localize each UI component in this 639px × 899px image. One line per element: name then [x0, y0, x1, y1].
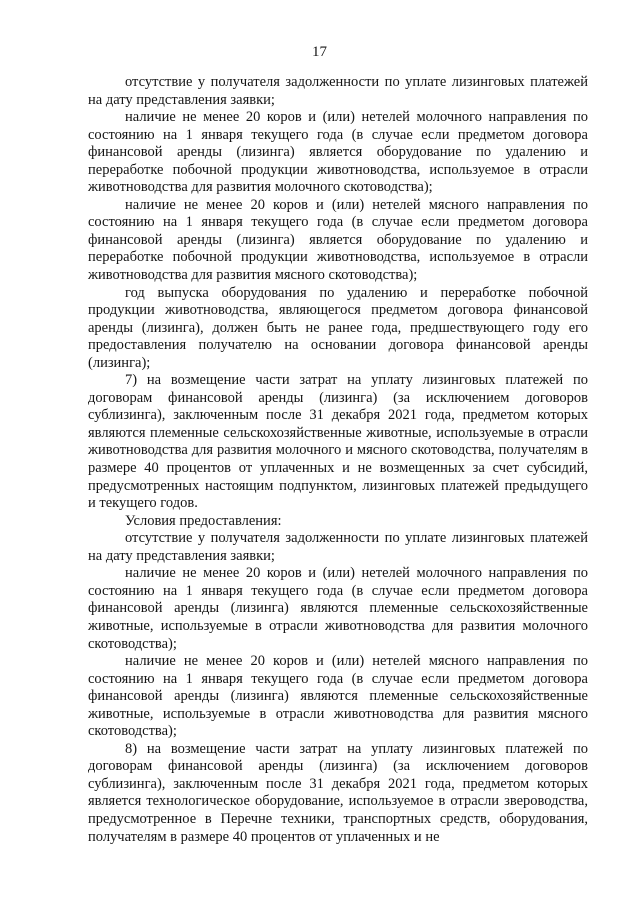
paragraph-dairy-cows-animals: наличие не менее 20 коров и (или) нетелей молочного направления по состоянию на 1 января текущего года (в случае если предметом договора финансовой аренды (лизинга) являются племенные сельскохозяйственные животные, используемые в отрасли животноводства для развития молочного скотоводства); — [88, 565, 588, 652]
paragraph-dairy-cows-equipment: наличие не менее 20 коров и (или) нетелей молочного направления по состоянию на 1 января текущего года (в случае если предметом договора финансовой аренды (лизинга) является оборудование по удалению и переработке побочной продукции животноводства, используемое в отрасли животноводства для развития молочного скотоводства); — [88, 109, 588, 196]
paragraph-item-7: 7) на возмещение части затрат на уплату лизинговых платежей по договорам финансовой аренды (лизинга) (за исключением договоров сублизинга), заключенным после 31 декабря 2021 года, предметом которых являются племенные сельскохозяйственные животные, используемые в отрасли животноводства для развития молочного и мясного скотоводства, получателям в размере 40 процентов от уплаченных и не возмещенных за счет субсидий, предусмотренных настоящим подпунктом, лизинговых платежей предыдущего и текущего годов. — [88, 372, 588, 512]
paragraph-beef-cows-equipment: наличие не менее 20 коров и (или) нетелей мясного направления по состоянию на 1 января текущего года (в случае если предметом договора финансовой аренды (лизинга) является оборудование по удалению и переработке побочной продукции животноводства, используемое в отрасли животноводства для развития мясного скотоводства); — [88, 196, 588, 284]
paragraph-no-debt-1: отсутствие у получателя задолженности по уплате лизинговых платежей на дату представления заявки; — [88, 74, 588, 108]
document-body — [88, 74, 588, 846]
paragraph-equipment-year: год выпуска оборудования по удалению и переработке побочной продукции животноводства, являющегося предметом договора финансовой аренды (лизинга), должен быть не ранее года, предшествующего году его предоставления получателю на основании договора финансовой аренды (лизинга); — [88, 284, 588, 371]
paragraph-item-8: 8) на возмещение части затрат на уплату лизинговых платежей по договорам финансовой аренды (лизинга) (за исключением договоров сублизинга), заключенным после 31 декабря 2021 года, предметом которых является технологическое оборудование, используемое в отрасли звероводства, предусмотренное в Перечне техники, транспортных средств, оборудования, получателям в размере 40 процентов от уплаченных и не — [88, 740, 588, 845]
page-number: 17 — [312, 44, 327, 60]
paragraph-beef-cows-animals: наличие не менее 20 коров и (или) нетелей мясного направления по состоянию на 1 января текущего года (в случае если предметом договора финансовой аренды (лизинга) являются племенные сельскохозяйственные животные, используемые в отрасли животноводства для развития мясного скотоводства); — [88, 653, 588, 740]
paragraph-no-debt-2: отсутствие у получателя задолженности по уплате лизинговых платежей на дату представления заявки; — [88, 530, 588, 564]
paragraph-conditions-heading: Условия предоставления: — [125, 512, 282, 529]
